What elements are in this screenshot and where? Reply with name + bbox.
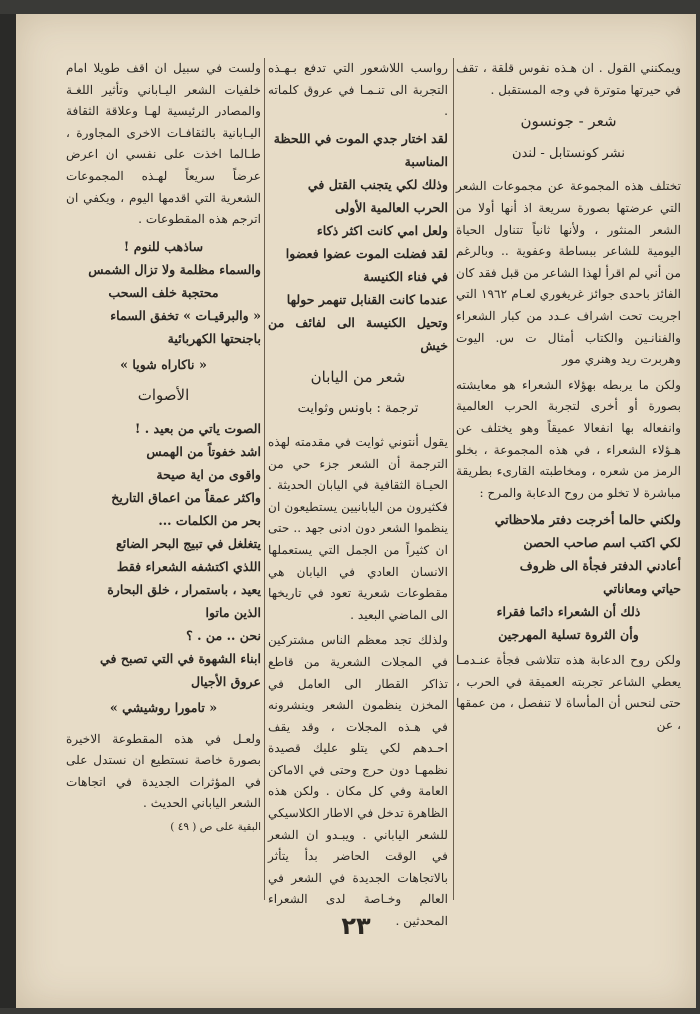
section-title: شعر من اليابان [310,367,406,386]
magazine-page [16,14,696,1008]
verse-line: حياتي ومعاناتي [603,581,681,597]
poem-excerpt [456,508,681,646]
verse-line: لقد اختار جدي الموت في اللحظة [273,130,448,146]
verse-line: اشد خفوتاً من الهمس [146,443,261,459]
verse-line: واقوى من اية صيحة [156,466,261,482]
column-left [66,58,261,839]
verse-line: الحرب العالمية الأولى [334,199,448,215]
section-subtitle: نشر كونستابل - لندن [512,145,625,161]
column-divider-right [453,58,454,900]
verse-line: عندما كانت القنابل تنهمر حولها [286,291,448,307]
verse-line: « والبرقيـات » تخفق السماء [110,307,261,323]
verse-line: واكثر عمقاً من اعماق التاريخ [111,489,261,505]
verse-line: أعادني الدفتر فجأة الى ظروف [519,558,681,574]
verse-line: في فناء الكنيسة [363,268,448,284]
poet-attribution: « ناكاراه شويا » [120,356,207,372]
verse-line: يعيد ، باستمرار ، خلق البحارة [107,581,261,597]
verse-line: بحر من الكلمات ... [158,512,261,528]
verse-line: ذلك أن الشعراء دائما فقراء [496,604,641,620]
verse-line: لكي اكتب اسم صاحب الحصن [523,535,681,551]
verse-line: ساذهب للنوم ! [123,238,204,254]
verse-line: وتحيل الكنيسة الى لفائف من خيش [268,314,448,353]
poet-attribution: « تامورا روشيشي » [109,699,218,715]
verse-line: يتغلغل في تبيج البحر الضائع [116,535,261,551]
page-number: ٢٣ [341,912,371,940]
paragraph: ويمكنني القول . ان هـذه نفوس قلقة ، تقف في حيرتها متوترة في وجه المستقبل . [456,61,681,97]
column-divider-left [264,58,265,900]
column-middle [268,58,448,937]
verse-line: المناسبة [404,153,448,169]
paragraph: ولذلك تجد معظم الناس مشتركين في المجلات الشعرية من قاطع تذاكر القطار الى العامل في المخزن ينظمون الشعر وينشرونه في هـذه المجلات ، وقد يقف احـدهم لكي يتلو عليك قصيدة نظمهـا دون حرج وحتى في الاماكن العامة وفي كل مكان . ولكن هذه الظاهرة تدخل في الاطار الكلاسيكي للشعر الياباني . ويبـدو ان الشعر في الوقت الحاضر بدأ يتأثر بالاتجاهات الجديدة في الشعر في العالم وخـاصة لدى الشعراء المحدثين . [268,633,448,929]
verse-line: محتجبة خلف السحب [108,284,219,300]
verse-line: وأن الثروة تسلية المهرجين [498,627,639,643]
section-title: الأصوات [137,386,190,405]
continuation-note: البقية على ص ( ٤٩ ) [170,820,261,833]
verse-line: عروق الأجيال [191,673,261,689]
verse-line: الصوت ياتي من بعيد . ! [134,420,261,436]
poem-excerpt [66,417,261,693]
paragraph: ولكن ما يربطه بهؤلاء الشعراء هو معايشته بصورة أو أخرى لتجربة الحرب العالمية وانفعاله بها انفعالا عميقاً وهو يختلف عن هـؤلاء الشعراء ، في هذه المجموعة ، بخلو الرمز من شعره ، ومخاطبته القارىء بطريقة مباشرة لا تخلو من روح الدعابة والمرح : [456,377,681,500]
verse-line: وذلك لكي يتجنب القتل في [307,176,448,192]
verse-line: ولكني حالما أخرجت دفتر ملاحظاتي [494,512,681,528]
poem-excerpt [268,127,448,357]
paragraph: رواسب اللاشعور التي تدفع بـهـذه التجربة الى تنـمـا في عروق كلماته . [268,61,448,119]
poem-excerpt [66,235,261,350]
paragraph: يقول أنتوني ثوايت في مقدمته لهذه الترجمة أن الشعر جزء حي من الحيـاة الثقافية في اليابان الحديثة . فكثيرون من اليابانيين يستطيعون ان ينظموا الشعر دون ادنى جهد .. حتى ان كثيراً من الجمل التي يستعملها الانسان العادي في اليابان هي مقطوعات شعرية تعود في تاريخها الى الماضي البعيد . [268,434,448,622]
page-edge [0,14,16,1008]
section-subtitle: ترجمة : باونس وثوايت [297,401,419,417]
paragraph: ولست في سبيل ان اقف طويلا امام خلفيات الشعر اليـاباني وتأثير اللغـة والمصادر الرئيسية لهـا وعلاقة الثقافة اليـابانية بالثقافـات الاخرى المجاورة ، طـالما اخذت على نفسي ان اعرض عرضاً سريعاً لهـذه المجموعات الشعرية التي اقدمها اليوم ، ويكفي ان اترجم هذه المقطوعات . [66,61,261,227]
verse-line: اللذي اكتشفه الشعراء فقط [116,558,261,574]
verse-line: الذين ماتوا [205,604,261,620]
paragraph: تختلف هذه المجموعة عن مجموعات الشعر التي عرضتها بصورة سريعة اذ أنها أولا من الشعر المنثور ، ولأنها ثانياً تتناول الحياة اليومية للشاعر ببساطة وعفوية .. وبالرغم من أني لم اقرأ لهذا الشاعر من قبل فقد كان الفائز باحدى جوائز غريغوري لعـام ١٩٦٢ التي اجريت تحت اشراف عـدد من كبار الشعراء والفنانـين والكتاب أمثال ت س. اليوت وهربرت ريد وهنري مور [456,179,681,367]
verse-line: لقد فضلت الموت عضوا فعضوا [285,245,448,261]
verse-line: ولعل امي كانت اكثر ذكاء [316,222,448,238]
column-right [456,58,681,741]
verse-line: ابناء الشهوة في التي تصبح في [100,650,261,666]
verse-line: نحن .. من . ؟ [186,627,261,643]
section-title: شعر - جونسون [520,112,617,131]
paragraph: ولعـل في هذه المقطوعة الاخيرة بصورة خاصة نستطيع ان نستدل على في المؤثرات الجديدة في اتجاهات الشعر الياباني الحديث . [66,731,261,811]
verse-line: والسماء مظلمة ولا تزال الشمس [88,261,261,277]
paragraph: ولكن روح الدعابة هذه تتلاشى فجأة عنـدمـا يعطي الشاعر تجربته العميقة في الحرب ، حتى لنحس أن المأساة لا تنفصل ، من عمقها ، عن [456,653,681,733]
verse-line: باجنحتها الكهربائية [167,330,261,346]
